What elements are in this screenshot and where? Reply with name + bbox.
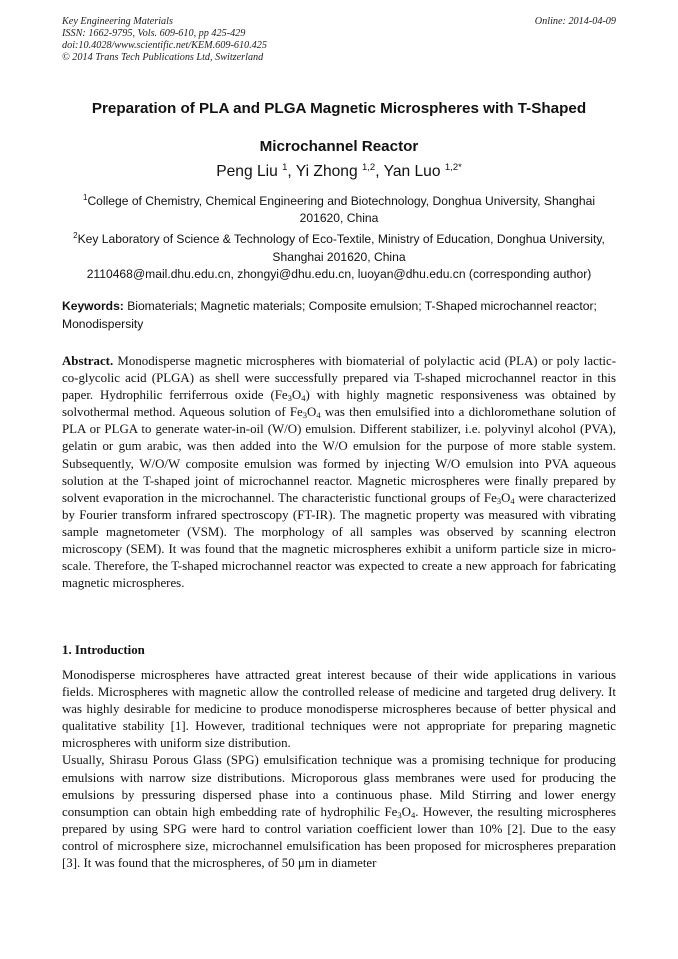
paragraph-text: . However, the resulting microspheres prepared by using SPG were hard to control variation coefficient lower than 10% [2]. Due to the easy control of microsphere size, microchannel emulsification has been proposed for microspheres preparation [3]. It was found that the microspheres, of 50 μm in diameter xyxy=(62,804,616,871)
online-date: Online: 2014-04-09 xyxy=(534,16,616,27)
keywords xyxy=(62,297,618,333)
intro-paragraph-2 xyxy=(62,752,616,872)
section-heading-introduction: 1. Introduction xyxy=(62,643,145,657)
subscript: 3 xyxy=(496,495,502,506)
abstract-label: Abstract. xyxy=(62,354,114,368)
author-affiliation-marker: 1 xyxy=(282,162,288,173)
author-emails: 2110468@mail.dhu.edu.cn, zhongyi@dhu.edu.cn, luoyan@dhu.edu.cn (corresponding author) xyxy=(86,266,592,281)
abstract-text: O xyxy=(291,388,302,403)
paragraph-text: O xyxy=(401,804,411,819)
copyright-line: © 2014 Trans Tech Publications Ltd, Switzerland xyxy=(62,52,264,63)
abstract-text: O xyxy=(501,490,511,505)
author-name: Yan Luo xyxy=(383,163,441,181)
doi-line: doi:10.4028/www.scientific.net/KEM.609-610.425 xyxy=(62,40,267,51)
affiliation-2-line-2: Shanghai 201620, China xyxy=(272,249,406,264)
author-affiliation-marker: 1,2* xyxy=(444,162,462,173)
affiliation-marker: 1 xyxy=(83,193,88,202)
journal-name: Key Engineering Materials xyxy=(62,16,173,27)
subscript: 4 xyxy=(510,495,515,506)
affiliation-text: Key Laboratory of Science & Technology of Eco-Textile, Ministry of Education, Donghua University, xyxy=(77,232,605,247)
keywords-label: Keywords: xyxy=(62,299,124,313)
author-list: Peng Liu $^1$, Yi Zhong $^{1,2}$, Yan Luo $^{1,2*}$ xyxy=(216,162,462,181)
abstract-text: Monodisperse magnetic microspheres with biomaterial of polylactic acid (PLA) or poly lactic-co-glycolic acid (PLGA) as shell were successfully prepared via T-shaped microchannel reactor in this paper. Hydrophilic ferriferrous oxide (Fe xyxy=(62,354,616,403)
author-name: Yi Zhong xyxy=(295,163,358,181)
abstract-text: were characterized by Fourier transform infrared spectroscopy (FT-IR). The magnetic property was measured with vibrating sample magnetometer (VSM). The morphology of all samples was observed by scanning electron microscopy (SEM). It was found that the magnetic microspheres exhibit a uniform particle size in micro-scale. Therefore, the T-shaped microchannel reactor was expected to create a new approach for fabricating magnetic microspheres. xyxy=(62,490,616,591)
affiliation-text: College of Chemistry, Chemical Engineering and Biotechnology, Donghua University, Shanghai xyxy=(87,194,595,209)
author-affiliation-marker: 1,2 xyxy=(361,162,376,173)
introduction-body xyxy=(62,667,616,872)
subscript: 3 xyxy=(287,393,292,404)
subscript: 4 xyxy=(410,809,416,820)
abstract-text: O xyxy=(307,405,317,420)
title-line-1: Preparation of PLA and PLGA Magnetic Microspheres with T-Shaped xyxy=(91,100,587,117)
affiliation-2-line-1 xyxy=(62,227,616,248)
issn-line: ISSN: 1662-9795, Vols. 609-610, pp 425-429 xyxy=(62,28,246,39)
subscript: 4 xyxy=(316,410,321,421)
affiliation-1-line-1 xyxy=(62,189,616,210)
intro-paragraph-1: Monodisperse microspheres have attracted great interest because of their wide applications in various fields. Microspheres with magnetic allow the controlled release of medicine and targeted drug delivery. It was highly desirable for medicine to produce monodisperse microspheres because of better physical and qualitative stability [1]. However, traditional techniques were not appropriate for preparing magnetic microspheres with uniform size distribution. xyxy=(62,668,616,751)
affiliations xyxy=(62,189,616,283)
paper-title xyxy=(62,90,616,166)
author-name: Peng Liu xyxy=(216,163,278,181)
paragraph-text: Usually, Shirasu Porous Glass (SPG) emulsification technique was a promising technique for producing emulsions with narrow size distributions. Microporous glass membranes were used for producing the emulsions by pressuring dispersed phase into a continuous phase. Mild Stirring and lower energy consumption can obtain high embedding rate of hydrophilic Fe xyxy=(62,753,616,819)
subscript: 3 xyxy=(302,410,308,421)
subscript: 4 xyxy=(301,393,306,404)
affiliation-1-line-2: 201620, China xyxy=(299,211,379,226)
abstract-text: was then emulsified into a dichloromethane solution of PLA or PLGA to generate water-in-oil (W/O) emulsion. Different stabilizer, i.e. polyvinyl alcohol (PVA), gelatin or gum arabic, was then added into the W/O emulsion for the purpose of more stable system. Subsequently, W/O/W composite emulsion was formed by injecting W/O emulsion into PVA aqueous solution at the T-shaped joint of microchannel reactor. Magnetic microspheres were finally prepared by solvent evaporation in the microchannel. The characteristic functional groups of Fe xyxy=(62,405,616,505)
keywords-text: Biomaterials; Magnetic materials; Composite emulsion; T-Shaped microchannel reactor; Monodispersity xyxy=(62,299,597,331)
journal-header xyxy=(62,16,616,64)
title-line-2: Microchannel Reactor xyxy=(259,138,419,155)
affiliation-marker: 2 xyxy=(73,231,78,241)
abstract-text: ) with highly magnetic responsiveness was obtained by solvothermal method. Aqueous solution of Fe xyxy=(62,388,616,420)
abstract xyxy=(62,353,616,592)
subscript: 3 xyxy=(397,809,402,820)
